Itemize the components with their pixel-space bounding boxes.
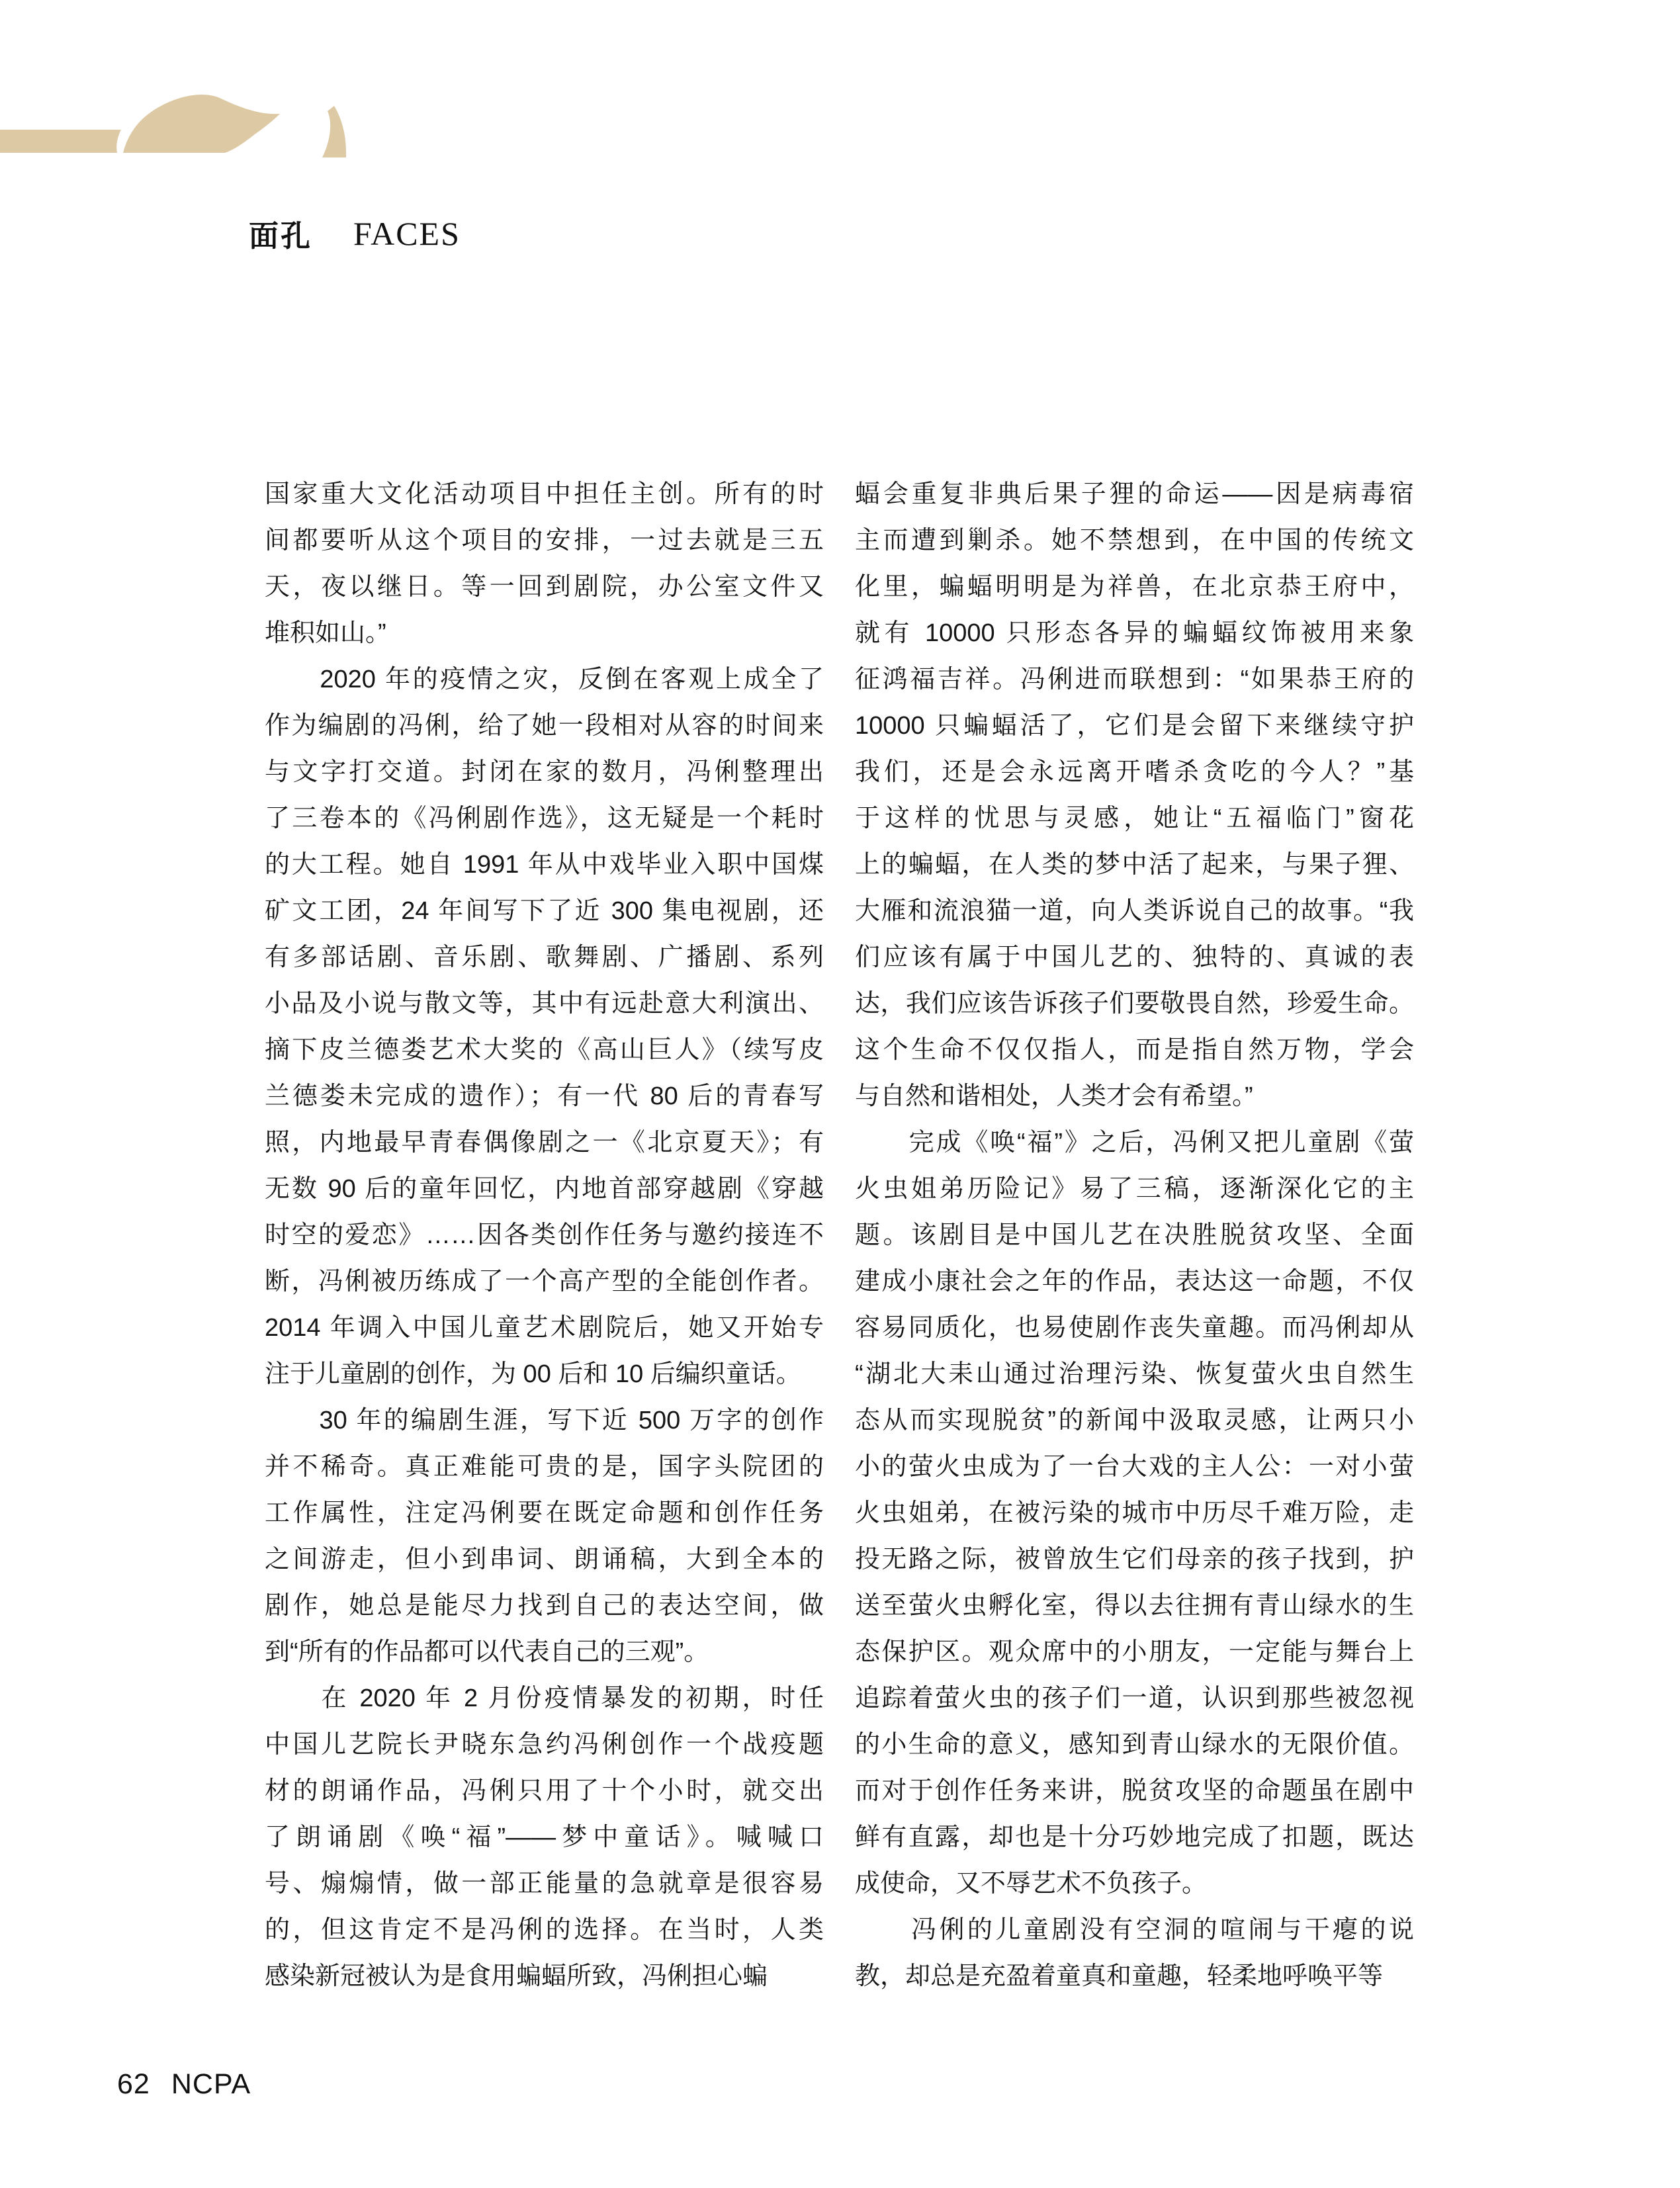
masthead-swoosh-graphic xyxy=(0,86,516,172)
text-line: 间都要听从这个项目的安排，一过去就是三五 xyxy=(265,527,824,554)
text-line: 与自然和谐相处，人类才会有希望。” xyxy=(855,1082,1253,1110)
text-line: 之间游走，但小到串词、朗诵稿，大到全本的 xyxy=(265,1546,824,1573)
text-line: 火虫姐弟历险记》易了三稿，逐渐深化它的主 xyxy=(855,1175,1414,1203)
text-line: 到“所有的作品都可以代表自己的三观”。 xyxy=(265,1638,709,1666)
text-line: 题。该剧目是中国儿艺在决胜脱贫攻坚、全面 xyxy=(855,1221,1414,1249)
text-line: 冯俐的儿童剧没有空洞的喧闹与干瘪的说 xyxy=(855,1916,1414,1944)
masthead xyxy=(0,86,516,253)
text-line: 大雁和流浪猫一道，向人类诉说自己的故事。“我 xyxy=(855,897,1414,925)
text-line: 容易同质化，也易使剧作丧失童趣。而冯俐却从 xyxy=(855,1314,1414,1342)
article-column-right xyxy=(855,471,1414,1999)
text-line: 而对于创作任务来讲，脱贫攻坚的命题虽在剧中 xyxy=(855,1777,1414,1805)
text-line: 鲜有直露，却也是十分巧妙地完成了扣题，既达 xyxy=(855,1823,1414,1851)
text-line: 号、煽煽情，做一部正能量的急就章是很容易 xyxy=(265,1870,824,1898)
text-line: 在 2020 年 2 月份疫情暴发的初期，时任 xyxy=(265,1685,824,1712)
text-line: 就有 10000 只形态各异的蝙蝠纹饰被用来象 xyxy=(855,619,1414,647)
text-line: 了三卷本的《冯俐剧作选》，这无疑是一个耗时 xyxy=(265,805,824,832)
page-footer xyxy=(117,2068,251,2101)
text-line: 的小生命的意义，感知到青山绿水的无限价值。 xyxy=(855,1731,1414,1759)
text-line: 堆积如山。” xyxy=(265,619,386,647)
journal-abbreviation: NCPA xyxy=(171,2068,251,2100)
text-line: 无数 90 后的童年回忆，内地首部穿越剧《穿越 xyxy=(265,1175,824,1203)
text-line: 态保护区。观众席中的小朋友，一定能与舞台上 xyxy=(855,1638,1414,1666)
text-line: 这个生命不仅仅指人，而是指自然万物，学会 xyxy=(855,1036,1414,1064)
page-number: 62 xyxy=(117,2068,150,2100)
text-line: 30 年的编剧生涯，写下近 500 万字的创作 xyxy=(265,1407,824,1434)
text-line: 化里，蝙蝠明明是为祥兽，在北京恭王府中， xyxy=(855,573,1414,601)
text-line: 上的蝙蝠，在人类的梦中活了起来，与果子狸、 xyxy=(855,851,1414,879)
text-line: 剧作，她总是能尽力找到自己的表达空间，做 xyxy=(265,1592,824,1620)
text-line: “湖北大耒山通过治理污染、恢复萤火虫自然生 xyxy=(855,1360,1414,1388)
section-title-cn: 面孔 xyxy=(249,219,313,253)
text-line: 材的朗诵作品，冯俐只用了十个小时，就交出 xyxy=(265,1777,824,1805)
text-line: 态从而实现脱贫”的新闻中汲取灵感，让两只小 xyxy=(855,1407,1414,1434)
text-line: 的，但这肯定不是冯俐的选择。在当时，人类 xyxy=(265,1916,824,1944)
text-line: 成使命，又不辱艺术不负孩子。 xyxy=(855,1870,1208,1898)
text-line: 主而遭到剿杀。她不禁想到，在中国的传统文 xyxy=(855,527,1414,554)
text-line: 矿文工团，24 年间写下了近 300 集电视剧，还 xyxy=(265,897,824,925)
text-line: 完成《唤“福”》之后，冯俐又把儿童剧《萤 xyxy=(855,1129,1414,1157)
text-line: 作为编剧的冯俐，给了她一段相对从容的时间来 xyxy=(265,712,824,740)
text-line: 我们，还是会永远离开嗜杀贪吃的今人？”基 xyxy=(855,758,1414,786)
article-column-left xyxy=(265,471,824,1999)
text-line: 们应该有属于中国儿艺的、独特的、真诚的表 xyxy=(855,943,1414,971)
text-line: 火虫姐弟，在被污染的城市中历尽千难万险，走 xyxy=(855,1499,1414,1527)
text-line: 2020 年的疫情之灾，反倒在客观上成全了 xyxy=(265,666,824,693)
text-line: 中国儿艺院长尹晓东急约冯俐创作一个战疫题 xyxy=(265,1731,824,1759)
text-line: 教，却总是充盈着童真和童趣，轻柔地呼唤平等 xyxy=(855,1962,1384,1990)
text-line: 天，夜以继日。等一回到剧院，办公室文件又 xyxy=(265,573,824,601)
text-line: 兰德娄未完成的遗作）；有一代 80 后的青春写 xyxy=(265,1082,824,1110)
text-line: 蝠会重复非典后果子狸的命运——因是病毒宿 xyxy=(855,480,1414,508)
text-line: 2014 年调入中国儿童艺术剧院后，她又开始专 xyxy=(265,1314,824,1342)
text-line: 有多部话剧、音乐剧、歌舞剧、广播剧、系列 xyxy=(265,943,824,971)
text-line: 送至萤火虫孵化室，得以去往拥有青山绿水的生 xyxy=(855,1592,1414,1620)
text-line: 小的萤火虫成为了一台大戏的主人公：一对小萤 xyxy=(855,1453,1414,1481)
text-line: 摘下皮兰德娄艺术大奖的《高山巨人》（续写皮 xyxy=(265,1036,824,1064)
text-line: 与文字打交道。封闭在家的数月，冯俐整理出 xyxy=(265,758,824,786)
text-line: 建成小康社会之年的作品，表达这一命题，不仅 xyxy=(855,1268,1414,1295)
text-line: 工作属性，注定冯俐要在既定命题和创作任务 xyxy=(265,1499,824,1527)
text-line: 国家重大文化活动项目中担任主创。所有的时 xyxy=(265,480,824,508)
text-line: 小品及小说与散文等，其中有远赴意大利演出、 xyxy=(265,990,824,1018)
text-line: 10000 只蝙蝠活了，它们是会留下来继续守护 xyxy=(855,712,1414,740)
text-line: 征鸿福吉祥。冯俐进而联想到：“如果恭王府的 xyxy=(855,666,1414,693)
text-line: 注于儿童剧的创作，为 00 后和 10 后编织童话。 xyxy=(265,1360,801,1388)
text-line: 了朗诵剧《唤“福”——梦中童话》。喊喊口 xyxy=(265,1823,824,1851)
text-line: 的大工程。她自 1991 年从中戏毕业入职中国煤 xyxy=(265,851,824,879)
text-line: 照，内地最早青春偶像剧之一《北京夏天》；有 xyxy=(265,1129,824,1157)
text-line: 追踪着萤火虫的孩子们一道，认识到那些被忽视 xyxy=(855,1685,1414,1712)
text-line: 断，冯俐被历练成了一个高产型的全能创作者。 xyxy=(265,1268,824,1295)
text-line: 并不稀奇。真正难能可贵的是，国字头院团的 xyxy=(265,1453,824,1481)
text-line: 感染新冠被认为是食用蝙蝠所致，冯俐担心蝙 xyxy=(265,1962,768,1990)
text-line: 投无路之际，被曾放生它们母亲的孩子找到，护 xyxy=(855,1546,1414,1573)
section-title-en: FACES xyxy=(353,215,461,252)
text-line: 时空的爱恋》……因各类创作任务与邀约接连不 xyxy=(265,1221,824,1249)
text-line: 于这样的忧思与灵感，她让“五福临门”窗花 xyxy=(855,805,1414,832)
text-line: 达，我们应该告诉孩子们要敬畏自然，珍爱生命。 xyxy=(855,990,1414,1018)
